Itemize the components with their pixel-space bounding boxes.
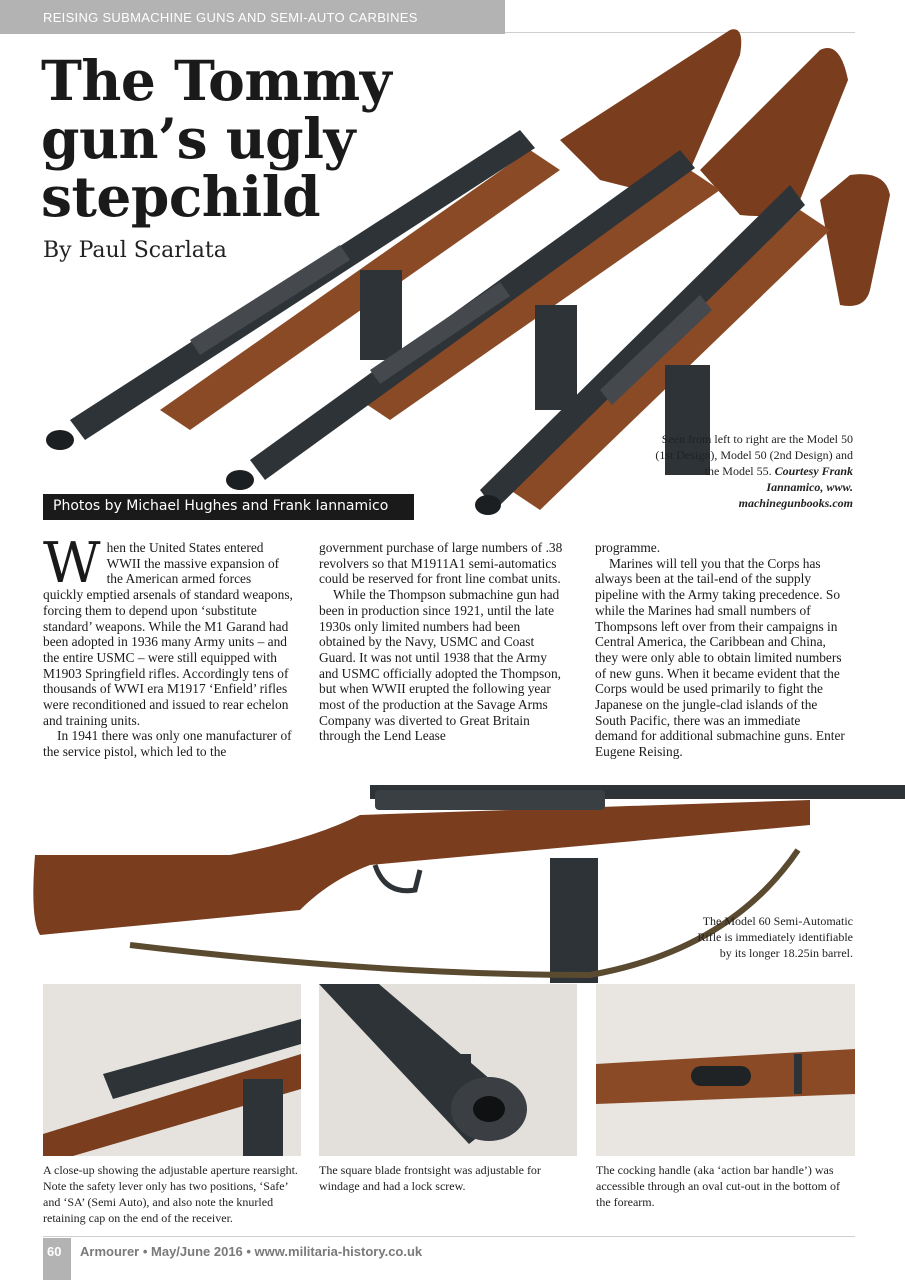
col3-p1: programme. [595, 540, 661, 555]
page-number: 60 [43, 1238, 71, 1280]
hero-caption-credit: Courtesy Frank Iannamico, www. machinegunbooks.com [738, 464, 853, 510]
col2-p2: While the Thompson submachine gun had been in production since 1921, until the late 1930s only limited numbers had been obtained by the Navy, USMC and Coast Guard. It was not until 1938 that the Army and USMC officially adopted the Thompson, but when WWII erupted the following year most of the production at the Savage Arms Company was diverted to Great Britain through the Lend Lease [319, 587, 561, 744]
section-tab: REISING SUBMACHINE GUNS AND SEMI-AUTO CARBINES [0, 0, 505, 34]
body-column-2 [319, 540, 569, 744]
photo-rearsight-closeup [43, 984, 301, 1156]
caption-frontsight: The square blade frontsight was adjustable for windage and had a lock screw. [319, 1163, 541, 1193]
footer-text: Armourer • May/June 2016 • www.militaria-history.co.uk [80, 1244, 423, 1259]
col1-p1: hen the United States entered WWII the massive expansion of the American armed forces quickly emptied arsenals of standard weapons, forcing them to depend upon ‘substitute standard’ weapons. While the M1 Garand had been adopted in 1936 many Army units – and the entire USMC – were still equipped with M1903 Springfield rifles. Accordingly tens of thousands of WWI era M1917 ‘Enfield’ rifles were reconditioned and issued to rear echelon and training units. [43, 540, 293, 728]
rifle-caption: The Model 60 Semi-Automatic Rifle is immediately identifiable by its longer 18.25in barrel. [697, 914, 853, 960]
caption-cocking-handle: The cocking handle (aka ‘action bar handle’) was accessible through an oval cut-out in the bottom of the forearm. [596, 1163, 840, 1209]
body-column-1 [43, 531, 293, 760]
body-paragraph [43, 531, 293, 728]
photo-frontsight-closeup [319, 984, 577, 1156]
photo-credit-bar: Photos by Michael Hughes and Frank Iannamico [43, 494, 414, 520]
drop-cap: W [43, 531, 101, 596]
body-column-3 [595, 540, 845, 760]
col2-p1: government purchase of large numbers of .38 revolvers so that M1911A1 semi-automatics could be reserved for front line combat units. [319, 540, 563, 587]
hero-caption-text: Seen from left to right are the Model 50 (1st Design), Model 50 (2nd Design) and the Model 55. [655, 432, 853, 478]
byline: By Paul Scarlata [43, 238, 227, 263]
hero-caption [653, 431, 853, 511]
col3-p2: Marines will tell you that the Corps has always been at the tail-end of the supply pipeline with the Army taking precedence. So while the Marines had small numbers of Thompsons left over from their campaigns in Central America, the Caribbean and China, they were only able to obtain limited numbers of new guns. When it became evident that the Corps would be used primarily to fight the Japanese on the jungle-clad islands of the South Pacific, there was an immediate demand for additional submachine guns. Enter Eugene Reising. [595, 555, 845, 760]
photo-cocking-handle-closeup [596, 984, 855, 1156]
article-title: The Tommy gun’s ugly stepchild [41, 48, 392, 229]
footer-rule [43, 1236, 855, 1237]
caption-rearsight: A close-up showing the adjustable aperture rearsight. Note the safety lever only has two positions, ‘Safe’ and ‘SA’ (Semi Auto), and also note the knurled retaining cap on the end of the receiver. [43, 1163, 298, 1225]
col1-p2: In 1941 there was only one manufacturer of the service pistol, which led to the [43, 728, 292, 760]
